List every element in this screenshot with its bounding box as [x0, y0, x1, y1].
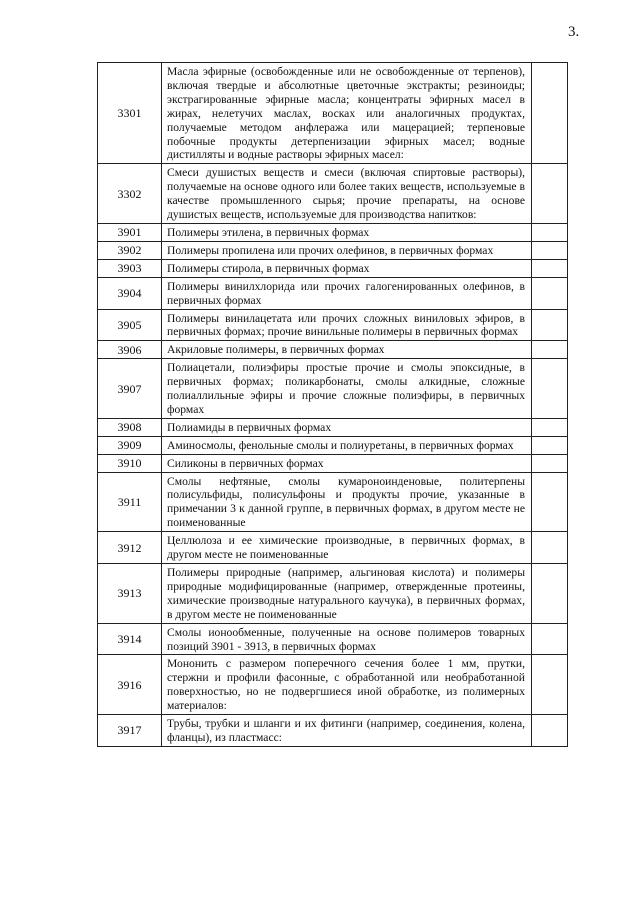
row-empty-cell: [532, 277, 568, 309]
page-number: 3.: [568, 24, 580, 40]
row-description: Смолы ионообменные, полученные на основе полимеров товарных позиций 3901 - 3913, в первичных формах: [162, 623, 532, 655]
table-row: [98, 418, 568, 436]
table-row: [98, 63, 568, 164]
row-code: 3907: [98, 359, 162, 419]
table-row: [98, 259, 568, 277]
row-code: 3912: [98, 532, 162, 564]
row-description: Масла эфирные (освобожденные или не освобожденные от терпенов), включая твердые и абсолютные цветочные экстракты; резиноиды; экстрагированные эфирные масла; концентраты эфирных масел в жирах, нелетучих маслах, восках или аналогичных продуктах, получаемые методом анфлеража или мацерацией; терпеновые побочные продукты детерпенизации эфирных масел; водные дистилляты и водные растворы эфирных масел:: [162, 63, 532, 164]
table-row: [98, 309, 568, 341]
table-row: [98, 359, 568, 419]
table-row: [98, 655, 568, 715]
row-code: 3902: [98, 241, 162, 259]
row-description: Полимеры стирола, в первичных формах: [162, 259, 532, 277]
row-code: 3901: [98, 223, 162, 241]
table-row: [98, 454, 568, 472]
row-empty-cell: [532, 472, 568, 532]
row-empty-cell: [532, 532, 568, 564]
table-row: [98, 164, 568, 224]
row-code: 3903: [98, 259, 162, 277]
row-code: 3910: [98, 454, 162, 472]
table-row: [98, 472, 568, 532]
row-code: 3911: [98, 472, 162, 532]
row-empty-cell: [532, 359, 568, 419]
row-code: 3916: [98, 655, 162, 715]
row-empty-cell: [532, 164, 568, 224]
row-description: Полимеры природные (например, альгиновая кислота) и полимеры природные модифицированные (например, отвержденные протеины, химические производные натурального каучука), в первичных формах, в другом месте не поименованные: [162, 564, 532, 624]
row-code: 3905: [98, 309, 162, 341]
table-row: [98, 623, 568, 655]
row-empty-cell: [532, 715, 568, 747]
table-body: [98, 63, 568, 747]
row-code: 3301: [98, 63, 162, 164]
row-empty-cell: [532, 241, 568, 259]
row-description: Полимеры винилацетата или прочих сложных виниловых эфиров, в первичных формах; прочие винильные полимеры в первичных формах: [162, 309, 532, 341]
row-description: Полимеры этилена, в первичных формах: [162, 223, 532, 241]
row-description: Мононить с размером поперечного сечения более 1 мм, прутки, стержни и профили фасонные, с обработанной или необработанной поверхностью, но не подвергшиеся иной обработке, из полимерных материалов:: [162, 655, 532, 715]
table-row: [98, 532, 568, 564]
row-code: 3904: [98, 277, 162, 309]
row-description: Аминосмолы, фенольные смолы и полиуретаны, в первичных формах: [162, 436, 532, 454]
table-row: [98, 341, 568, 359]
row-empty-cell: [532, 259, 568, 277]
row-description: Акриловые полимеры, в первичных формах: [162, 341, 532, 359]
row-empty-cell: [532, 564, 568, 624]
row-empty-cell: [532, 63, 568, 164]
table-row: [98, 715, 568, 747]
row-empty-cell: [532, 623, 568, 655]
table-row: [98, 436, 568, 454]
row-empty-cell: [532, 454, 568, 472]
row-empty-cell: [532, 309, 568, 341]
row-description: Целлюлоза и ее химические производные, в первичных формах, в другом месте не поименованные: [162, 532, 532, 564]
row-code: 3914: [98, 623, 162, 655]
row-empty-cell: [532, 436, 568, 454]
table-row: [98, 223, 568, 241]
row-empty-cell: [532, 418, 568, 436]
table-row: [98, 564, 568, 624]
row-code: 3909: [98, 436, 162, 454]
row-description: Трубы, трубки и шланги и их фитинги (например, соединения, колена, фланцы), из пластмасс:: [162, 715, 532, 747]
row-empty-cell: [532, 341, 568, 359]
row-description: Силиконы в первичных формах: [162, 454, 532, 472]
row-empty-cell: [532, 655, 568, 715]
row-code: 3917: [98, 715, 162, 747]
row-code: 3906: [98, 341, 162, 359]
row-empty-cell: [532, 223, 568, 241]
row-description: Полиацетали, полиэфиры простые прочие и смолы эпоксидные, в первичных формах; поликарбонаты, смолы алкидные, сложные полиаллильные эфиры и прочие сложные полиэфиры, в первичных формах: [162, 359, 532, 419]
row-code: 3913: [98, 564, 162, 624]
row-description: Полиамиды в первичных формах: [162, 418, 532, 436]
row-description: Полимеры пропилена или прочих олефинов, в первичных формах: [162, 241, 532, 259]
row-code: 3302: [98, 164, 162, 224]
goods-code-table: [97, 62, 568, 747]
table-row: [98, 277, 568, 309]
row-description: Смолы нефтяные, смолы кумароноинденовые, политерпены полисульфиды, полисульфоны и продукты прочие, указанные в примечании 3 к данной группе, в первичных формах, в другом месте не поименованные: [162, 472, 532, 532]
row-description: Смеси душистых веществ и смеси (включая спиртовые растворы), получаемые на основе одного или более таких веществ, используемые в качестве промышленного сырья; прочие препараты, на основе душистых веществ, используемые для производства напитков:: [162, 164, 532, 224]
table-row: [98, 241, 568, 259]
row-code: 3908: [98, 418, 162, 436]
row-description: Полимеры винилхлорида или прочих галогенированных олефинов, в первичных формах: [162, 277, 532, 309]
